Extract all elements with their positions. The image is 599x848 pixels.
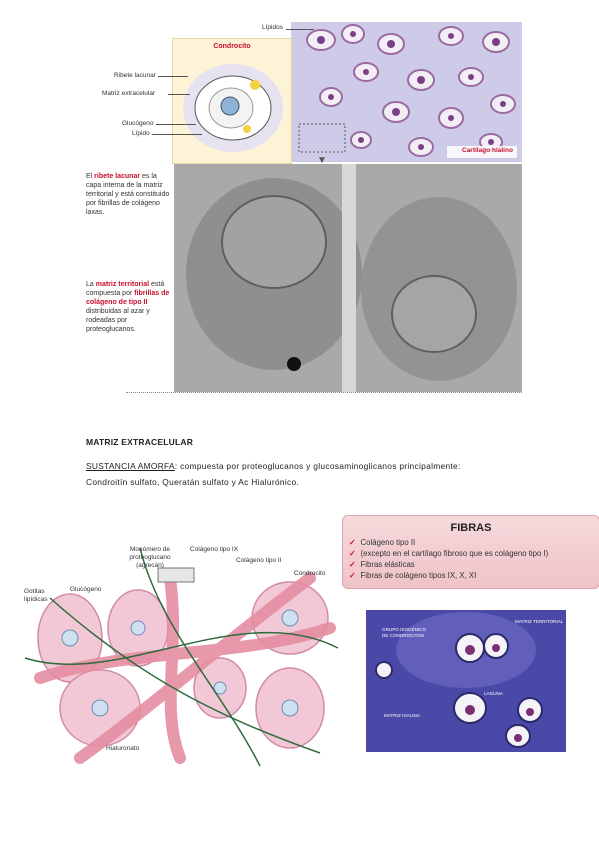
condrocito-schematic (173, 53, 291, 163)
label-territorial: MATRIZ TERRITORIAL (515, 619, 564, 624)
underlined-term: SUSTANCIA AMORFA (86, 461, 175, 471)
list-item (349, 559, 599, 570)
caption-text: está compuesta por (86, 281, 165, 297)
section-title: MATRIZ EXTRACELULAR (86, 437, 194, 447)
body-text: : compuesta por proteoglucanos y glucosaminoglicanos principalmente: (174, 461, 461, 471)
label-colageno-ii: Colágeno tipo II (236, 557, 282, 564)
check-icon: ✓ (349, 571, 356, 580)
cartilage-matrix-diagram (20, 538, 340, 768)
leader-line (168, 94, 190, 95)
list-item (349, 537, 599, 548)
label-hialina: MATRIZ HIALINA (384, 713, 420, 718)
label-cartilago: Cartílago hialino (462, 147, 513, 154)
electron-micrograph (174, 164, 522, 392)
caption-text: El (86, 173, 95, 180)
body-line-2: Condroitín sulfato, Queratán sulfato y Ac Hialurónico. (86, 477, 300, 487)
arrow: ▼ (317, 155, 327, 166)
leader-line (152, 134, 202, 135)
label-hialuronato: Hialuronato (106, 745, 140, 752)
caption-text: La (86, 281, 96, 288)
leader-line (158, 76, 188, 77)
caption-highlight: fibrillas de colágeno de tipo II (86, 290, 170, 306)
body-line-1 (86, 458, 566, 474)
caption-text: es la capa interna de la matriz territorial y está constituido por fibrillas de colágeno laxas. (86, 173, 170, 216)
list-item-text: (excepto en el cartílago fibroso que es colágeno tipo I) (360, 549, 549, 558)
list-item-text: Fibras elásticas (360, 560, 415, 569)
check-icon: ✓ (349, 560, 356, 569)
condrocito-panel (172, 38, 292, 164)
caption-territorial (86, 280, 170, 334)
label-lipido: Lípido (132, 130, 150, 137)
panel-title: Condrocito (213, 43, 251, 50)
list-item (349, 548, 599, 559)
check-icon: ✓ (349, 538, 356, 547)
divider-dotted (126, 392, 522, 393)
caption-text: distribuidas al azar y rodeadas por proteoglucanos. (86, 308, 150, 333)
label-condrocito: Condrocito (294, 570, 326, 577)
label-matriz: Matriz extracelular (102, 90, 156, 97)
caption-highlight: ribete lacunar (94, 173, 141, 180)
label-colageno-ix: Colágeno tipo IX (190, 546, 239, 553)
label-gotitas: Gotitas lipídicas (24, 588, 48, 603)
leader-line (156, 124, 196, 125)
check-icon: ✓ (349, 549, 356, 558)
label-ribete: Ribete lacunar (114, 72, 156, 79)
list-item (349, 570, 599, 581)
fibras-box (342, 515, 599, 589)
fibras-title: FIBRAS (450, 522, 492, 534)
caption-ribete (86, 172, 170, 217)
label-grupo: GRUPO ISOGÉNICO DE CONDROCITOS (382, 627, 427, 638)
label-glucogeno: Glucógeno (122, 120, 154, 127)
label-lipidos: Lípidos (262, 24, 283, 31)
label-monomero: Monómero de proteoglucano (agrecán) (129, 546, 171, 569)
label-laguna: LAGUNA (484, 691, 503, 696)
label-glucogeno-diagram: Glucógeno (70, 586, 102, 593)
caption-highlight: matriz territorial (95, 281, 150, 288)
section-body (86, 458, 566, 490)
hyaline-cartilage-micrograph (291, 22, 522, 162)
list-item-text: Fibras de colágeno tipos IX, X, XI (360, 571, 477, 580)
fibras-list (349, 537, 599, 581)
figure-top (86, 18, 522, 396)
leader-line (286, 29, 314, 30)
list-item-text: Colágeno tipo II (360, 538, 416, 547)
